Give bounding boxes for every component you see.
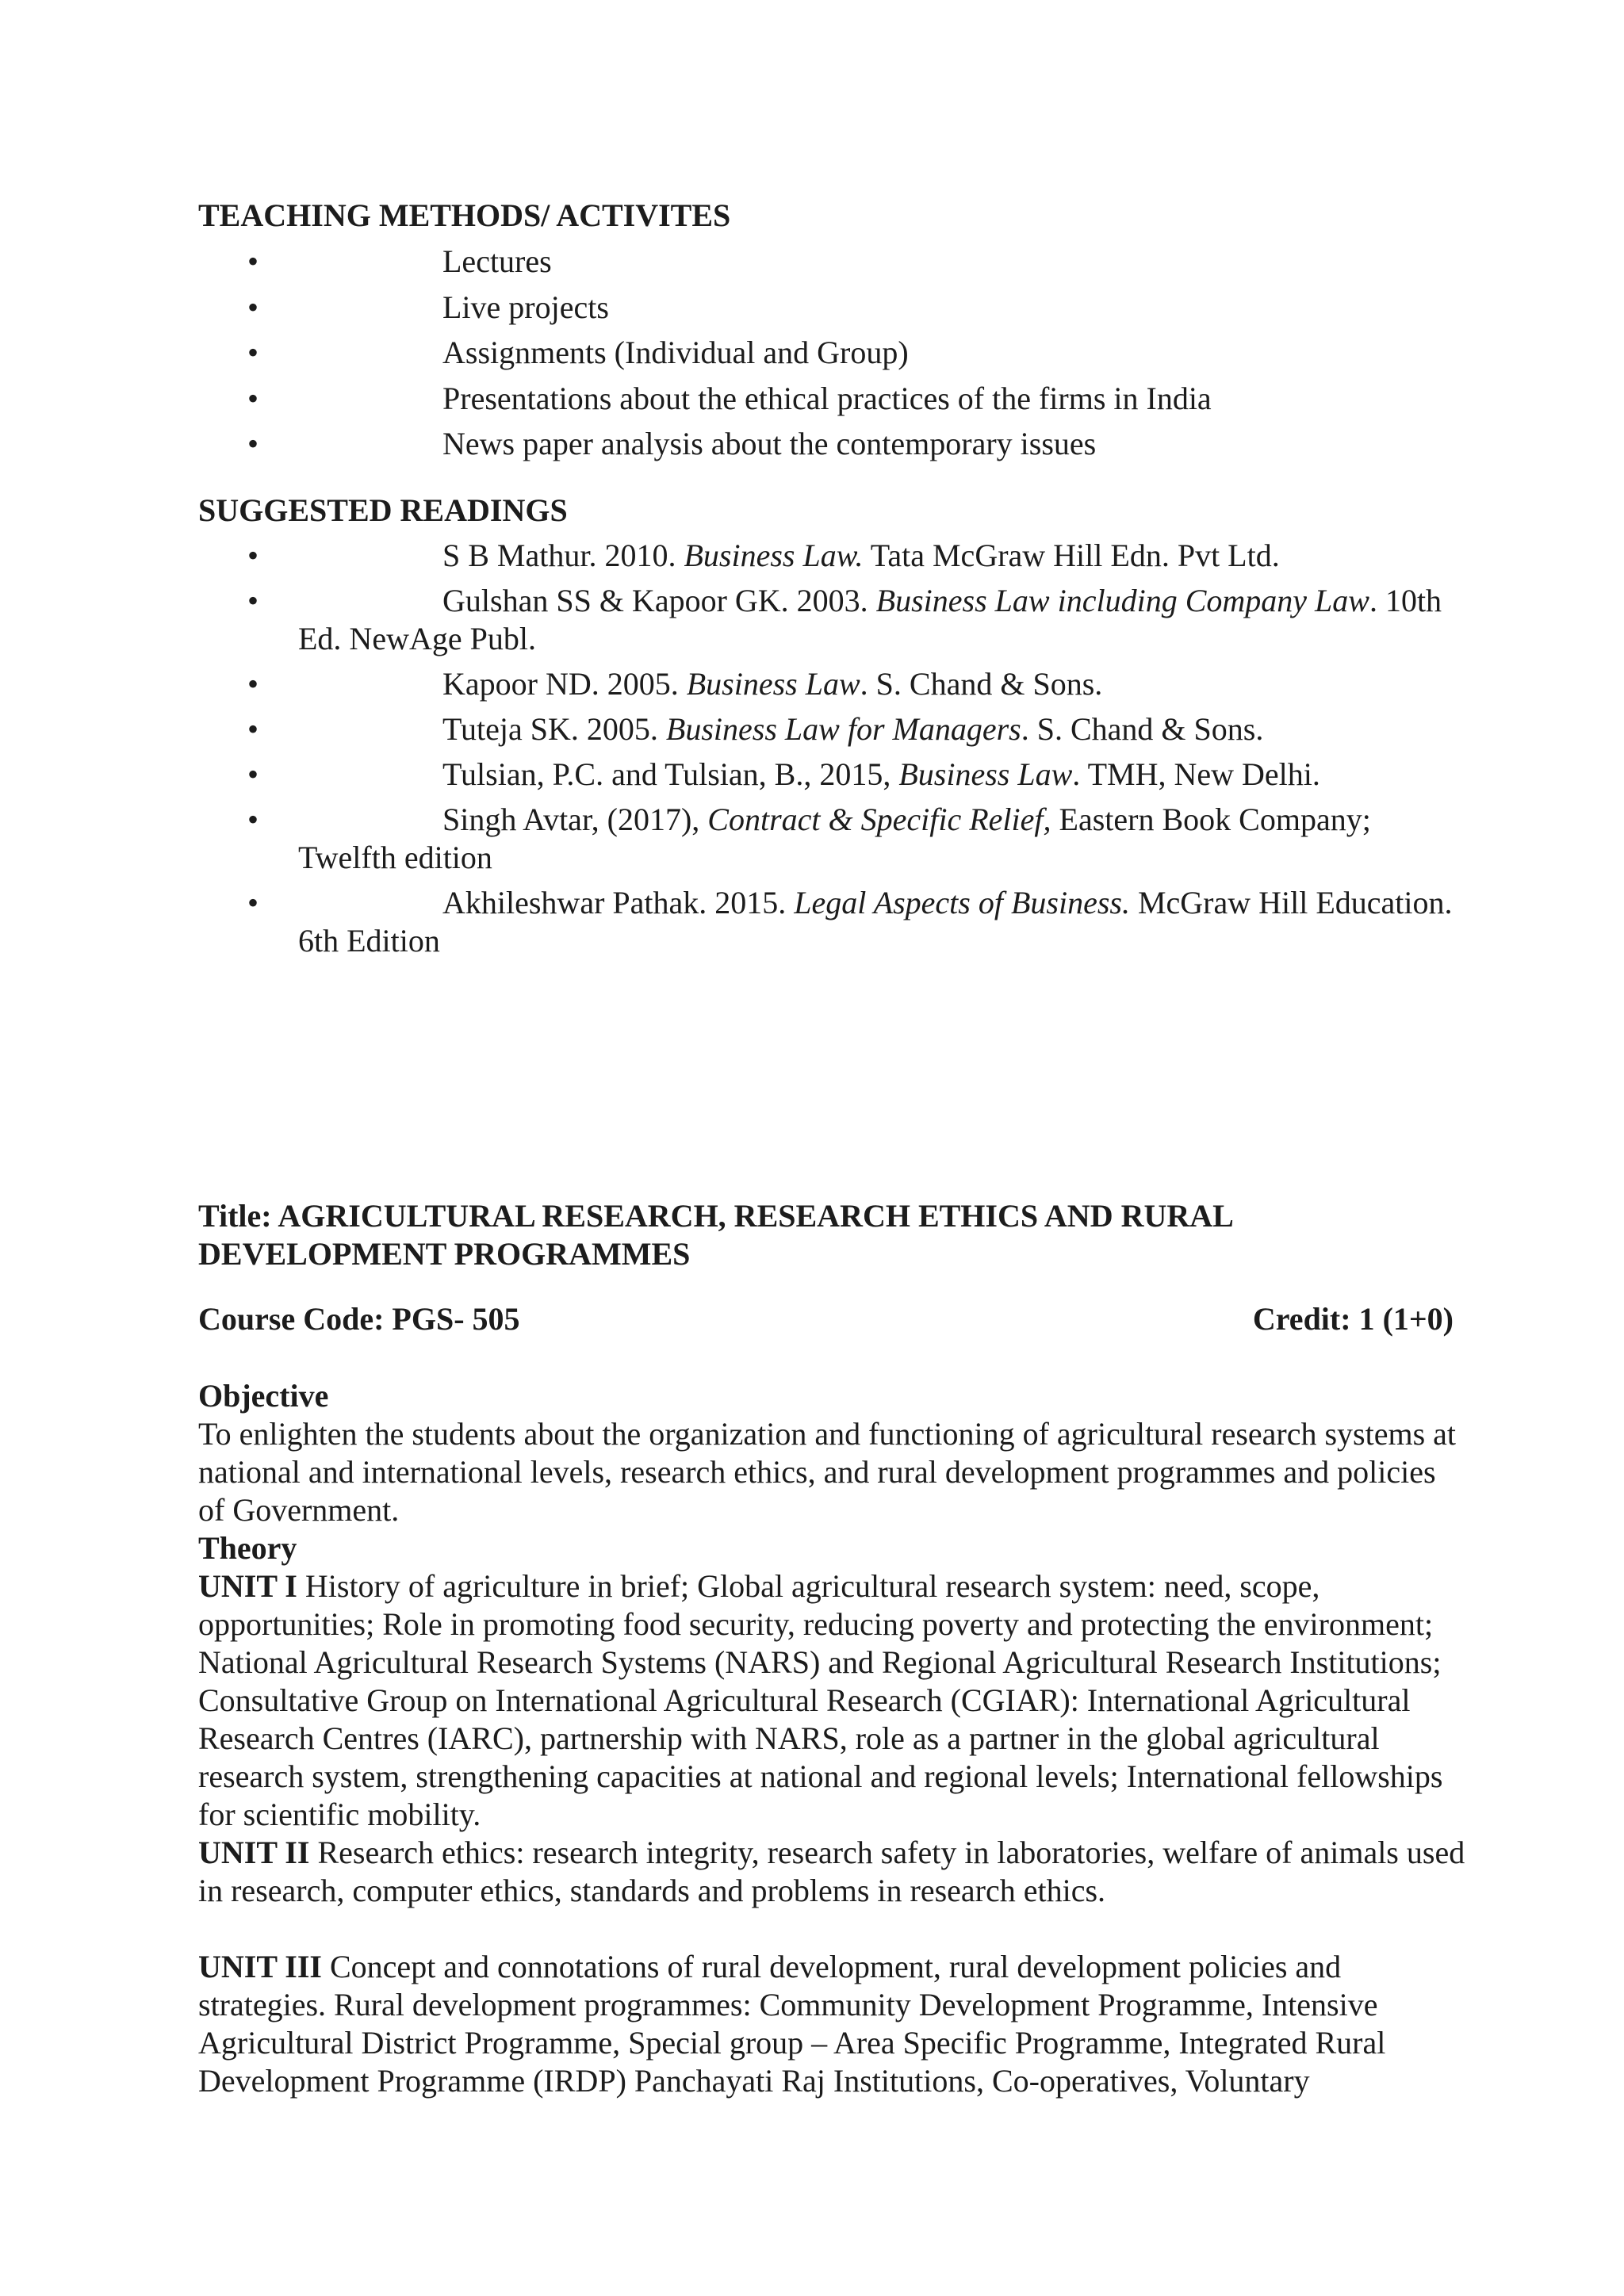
reading-author: Gulshan SS & Kapoor GK. 2003.: [442, 583, 876, 618]
unit-2: [198, 1834, 1467, 1910]
list-item: [198, 380, 1467, 426]
list-item-text: Lectures: [442, 243, 552, 279]
objective-heading: Objective: [198, 1378, 329, 1414]
reading-item: [198, 710, 1467, 748]
course-code: Course Code: PGS- 505: [198, 1301, 520, 1337]
reading-item: [198, 801, 1467, 877]
reading-title: Business Law: [898, 756, 1073, 792]
reading-publisher: Eastern Book Company; Twelfth edition: [298, 802, 1371, 875]
unit-label: UNIT I: [198, 1568, 297, 1604]
reading-title: Business Law: [686, 666, 860, 702]
reading-publisher: Tata McGraw Hill Edn. Pvt Ltd.: [863, 538, 1280, 573]
teaching-heading: TEACHING METHODS/ ACTIVITES: [198, 197, 731, 233]
reading-publisher: McGraw Hill Education. 6th Edition: [298, 885, 1453, 959]
reading-item: [198, 884, 1467, 960]
unit-label: UNIT II: [198, 1835, 310, 1870]
list-item: [198, 243, 1467, 289]
readings-heading: SUGGESTED READINGS: [198, 492, 568, 528]
course-title: Title: AGRICULTURAL RESEARCH, RESEARCH ETHICS AND RURAL DEVELOPMENT PROGRAMMES: [198, 1198, 1232, 1272]
course-credit: Credit: 1 (1+0): [1252, 1301, 1454, 1337]
unit-1: [198, 1567, 1467, 1834]
reading-item: [198, 537, 1467, 575]
theory-heading: Theory: [198, 1530, 297, 1566]
reading-publisher: . 10th Ed. NewAge Publ.: [298, 583, 1442, 656]
list-item-text: Presentations about the ethical practices of the firms in India: [442, 380, 1212, 416]
unit-3: [198, 1948, 1467, 2100]
reading-title: Business Law including Company Law: [875, 583, 1369, 618]
reading-item: [198, 665, 1467, 703]
reading-publisher: . TMH, New Delhi.: [1072, 756, 1320, 792]
unit-text: History of agriculture in brief; Global agricultural research system: need, scope, opportunities; Role in promoting food security, reducing poverty and protecting the environment; National Agricultural Research Systems (NARS) and Regional Agricultural Research Institutions; Consultative Group on International Agricultural Research (CGIAR): International Agricultural Research Centres (IARC), partnership with NARS, role as a partner in the global agricultural research system, strengthening capacities at national and regional levels; International fellowships for scientific mobility.: [198, 1568, 1443, 1832]
reading-author: Kapoor ND. 2005.: [442, 666, 687, 702]
unit-text: Research ethics: research integrity, research safety in laboratories, welfare of animals used in research, computer ethics, standards and problems in research ethics.: [198, 1835, 1465, 1908]
list-item: [198, 289, 1467, 335]
list-item-text: News paper analysis about the contemporary issues: [442, 426, 1097, 461]
reading-author: Akhileshwar Pathak. 2015.: [442, 885, 795, 920]
list-item-text: Assignments (Individual and Group): [442, 335, 909, 370]
reading-author: S B Mathur. 2010.: [442, 538, 684, 573]
list-item-text: Live projects: [442, 289, 609, 325]
objective-text: To enlighten the students about the organization and functioning of agricultural research systems at national and international levels, research ethics, and rural development programmes and policies of Government.: [198, 1416, 1457, 1528]
readings-list: [198, 537, 1467, 967]
reading-author: Tulsian, P.C. and Tulsian, B., 2015,: [442, 756, 899, 792]
reading-publisher: . S. Chand & Sons.: [860, 666, 1103, 702]
reading-author: Singh Avtar, (2017),: [442, 802, 708, 837]
unit-text: Concept and connotations of rural development, rural development policies and strategies. Rural development programmes: Community Development Programme, Intensive Agricultural District Programme, Special group – Area Specific Programme, Integrated Rural Development Programme (IRDP) Panchayati Raj Institutions, Co-operatives, Voluntary: [198, 1949, 1386, 2099]
reading-title: Contract & Specific Relief,: [707, 802, 1051, 837]
list-item: [198, 334, 1467, 380]
reading-title: Legal Aspects of Business.: [794, 885, 1130, 920]
reading-item: [198, 582, 1467, 658]
teaching-list: [198, 243, 1467, 471]
reading-title: Business Law.: [684, 538, 864, 573]
list-item: [198, 425, 1467, 471]
course-code-row: [198, 1300, 1454, 1338]
reading-title: Business Law for Managers: [665, 711, 1021, 747]
reading-item: [198, 756, 1467, 794]
unit-label: UNIT III: [198, 1949, 322, 1984]
reading-author: Tuteja SK. 2005.: [442, 711, 666, 747]
reading-publisher: . S. Chand & Sons.: [1021, 711, 1264, 747]
